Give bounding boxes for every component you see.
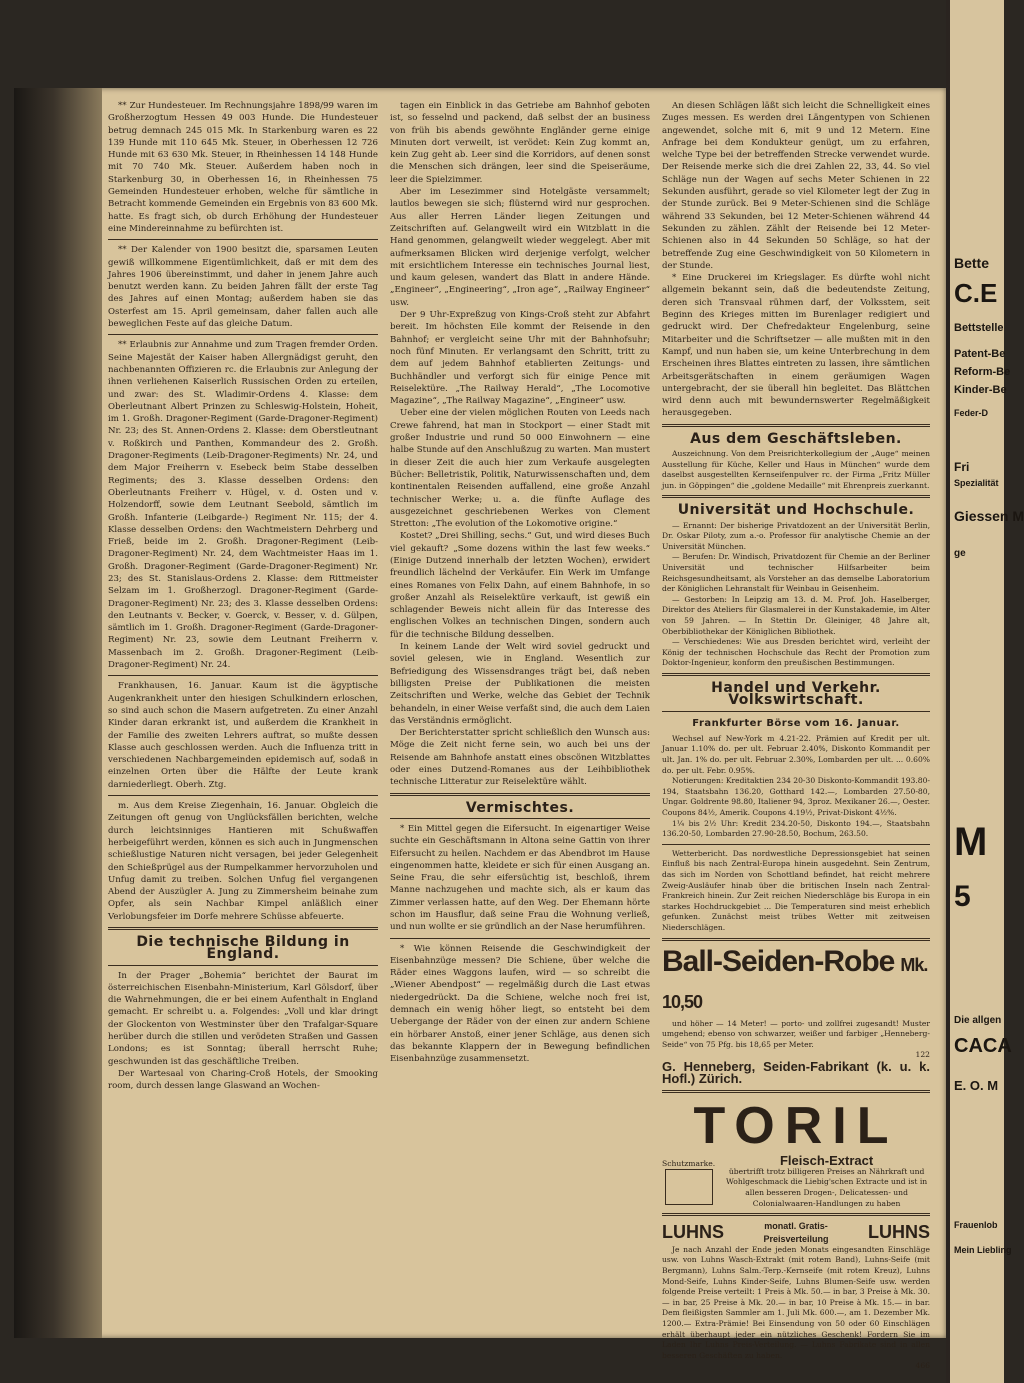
strip-text-4: Patent-Be	[954, 348, 1006, 360]
article-eifersucht: * Ein Mittel gegen die Eifersucht. In eigenartiger Weise suchte ein Geschäftsmann in Altona seine Gattin von ihrer Eifersucht zu heilen. Nachdem er das Abendbrot im Hause eingenommen hatte, kleidete er sich für einen Ausgang an. Seine Frau, die sehr eifersüchtig ist, beschloß, ihrem Manne nachzugehen und machte sich, als er kaum das Zimmer verlassen hatte, auf den Weg. Der Ehemann hörte schon im Hausflur, daß seine Frau die Wohnung verließ, und nun wollte er sie gründlich an der Nase herumführen.	[390, 823, 650, 933]
article-bildung-2: Der Wartesaal von Charing-Croß Hotels, der Smooking room, durch dessen lange Glaswand an Wochen-	[108, 1068, 378, 1092]
article-bildung-6: Ueber eine der vielen möglichen Routen von Leeds nach Crewe fahrend, hat man in Stockport — einer Stadt mit großer Industrie und rund 50 000 Einwohnern — eine halbe Stunde auf den Anschlußzug zu warten. Man mustert in dieser Zeit die auch hier zum Verkaufe ausgelegten Bücher: Belletristik, Politik, Naturwissenschaften und, dem kontinentalen Reisenden auffallend, eine große Anzahl technischer Werke; u. a. die fünfte Auflage des ausgezeichnet geschriebenen Werkes von Clement Stretton: „The evolution of the Lokomotive origine.“	[390, 408, 650, 530]
article-auszeichnung: Auszeichnung. Von dem Preisrichterkollegium der „Auge“ meinen Ausstellung für Küche, Keller und Haus in München“ wurde dem daselbst ausgestellten Kernseifenpulver rc. der Firma „Fritz Müller jun. in Göppingen“ die „goldene Medaille“ mit Ehrenpreis zuerkannt.	[662, 449, 930, 490]
article-bildung-5: Der 9 Uhr-Expreßzug von Kings-Croß steht zur Abfahrt bereit. Im höchsten Eile kommt der Reisende in den Bahnhof; er vergleicht seine Uhr mit der Bahnhofsuhr; noch fünf Minuten. Er verlangsamt den Schritt, tritt zu dem auf jedem Bahnhof etablierten Zeitungs- und Buchhändler und verforgt sich für einige Pence mit Reiselektüre. „The Railway Herald“, „The Locomotive Magazine“, „The Railway Magazine“, „Engineer“ usw.	[390, 310, 650, 407]
ad-luhns-right: LUHNS	[868, 1222, 930, 1243]
divider	[108, 239, 378, 240]
article-bildung-9: Der Berichterstatter spricht schließlich den Wunsch aus: Möge die Zeit nicht ferne sein, wo auch bei uns der Reisende am Bahnhofe anstatt eines obscönen Witzblattes oder eines Dutzend-Romanes aus der Leihbibliothek technische Litteratur zur Reiselektüre wählt.	[390, 728, 650, 788]
divider	[108, 965, 378, 966]
strip-text-7: Feder-D	[954, 408, 989, 418]
strip-text-2: C.E	[954, 278, 998, 308]
strip-text-13: 5	[954, 880, 971, 913]
ad-ball-number: 122	[915, 1050, 930, 1060]
article-bildung-4: Aber im Lesezimmer sind Hotelgäste versammelt; lautlos bewegen sie sich; flüsternd wird nur gesprochen. Aus aller Herren Länder liegen Zeitungen und Zeitschriften auf. Gelangweilt wird ein Witzblatt in die Hand genommen, gelangweilt wieder weggelegt. Aber mit aufmerksamen Blicken wird derjenige verfolgt, welcher mit ersichtlichem Interesse ein technisches Journal liest, und kaum gelesen, wandert das Blatt in andere Hände. „Engineer“, „Engineering“, „Iron age“, „Railway Engineer“ usw.	[390, 187, 650, 308]
binding-gutter	[14, 88, 102, 1338]
column-2	[390, 100, 650, 1066]
ox-trademark-icon	[665, 1169, 713, 1205]
ad-ball-firm: G. Henneberg, Seiden-Fabrikant (k. u. k. Hofl.) Zürich.	[662, 1058, 930, 1087]
ad-toril	[662, 1097, 930, 1210]
strip-text-16: E. O. M	[954, 1078, 999, 1093]
strip-text-9: Spezialität	[954, 478, 999, 488]
article-bildung-7: Kostet? „Drei Shilling, sechs.“ Gut, und wird dieses Buch viel gekauft? „Some dozens within the last few weeks.“ (Einige Dutzend innerhalb der letzten Wochen), erwidert freundlich lächelnd der Verkäufer. Ein Werk im Umfange eines Romanes von Felix Dahn, auf einem Bahnhofe, in so großer Anzahl als Reiselektüre verkauft, ist gewiß ein schlagender Beweis nicht allein für das Interesse des englischen Volkes an technischen Dingen, sondern auch für die technische Bildung desselben.	[390, 531, 650, 640]
heading-universitaet: Universität und Hochschule.	[677, 502, 915, 519]
heading-boerse: Frankfurter Börse vom 16. Januar.	[692, 717, 900, 729]
article-kalender: ** Der Kalender von 1900 besitzt die, sparsamen Leuten gewiß willkommene Eigentümlichkeit, daß er mit dem des Jahres 1906 übereinstimmt, und daher in jenem Jahre auch benutzt werden kann. Zu beiden Jahren fällt der erste Tag des Jahres auf einen Montag; außerdem haben sie das Osterfest am 15. April gemeinsam, daher fallen auch alle beweglichen Feste auf das gleiche Datum.	[108, 245, 378, 330]
ad-toril-text: übertrifft trotz billigeren Preises an Nährkraft und Wohlgeschmack die Liebig'schen Extracte und ist in allen besseren Drogen-, Delicatessen- und Colonialwaaren-Handlungen zu haben	[725, 1166, 928, 1208]
strip-text-3: Bettstelle	[954, 322, 1004, 334]
ad-ball-text: und höher — 14 Meter! — porto- und zollfrei zugesandt! Muster umgehend; ebenso von schwarzer, weißer und farbiger „Henneberg-Seide“ von 75 Pfg. bis 18,65 per Meter.	[662, 1018, 930, 1049]
article-gestorben: — Gestorben: In Leipzig am 13. d. M. Prof. Joh. Haselberger, Direktor des Ateliers für Glasmalerei in der Kunstakademie, im Alter von 59 Jahren. — In Stettin Dr. Gleiniger, 48 Jahre alt, Oberbibliothekar der Königlichen Bibliothek.	[662, 594, 930, 636]
ad-ball-price: Mk. 10,50	[662, 954, 928, 1012]
boerse-nachmittag: 1¼ bis 2½ Uhr: Kredit 234.20-50, Diskonto 194.—, Staatsbahn 136.20-50, Lombarden 27.90-28.50, Bochum, 263.50.	[662, 818, 930, 839]
strip-text-11: ge	[954, 548, 966, 559]
heading-vermischtes: Vermischtes.	[465, 799, 575, 816]
strip-text-15: CACA	[954, 1035, 1012, 1057]
ad-toril-mark-label: Schutzmarke.	[662, 1158, 716, 1168]
article-ziegenhain: m. Aus dem Kreise Ziegenhain, 16. Januar. Obgleich die Zeitungen oft genug von Unglücksfällen berichten, welche durch leichtsinniges Hantieren mit Schußwaffen herbeigeführt werden, können es sich auch in Jungmenschen schießlustige Naturen nicht versagen, bei jeder Gelegenheit den Schießprügel aus der Rumpelkammer hervorzuholen und Unfug damit zu treiben. Solchen Unfug fiel vergangenen Abend der Auszügler A. Jung zu Zimmersheim beinahe zum Opfer, als sein Nachbar Kimpel anläßlich einer Verlobungsfeier im Dorfe mehrere Schüsse abfeuerte.	[108, 801, 378, 922]
strip-text-18: Mein Liebling	[954, 1245, 1012, 1255]
strip-text-10: Giessen M	[954, 508, 1024, 524]
article-bildung-3: tagen ein Einblick in das Getriebe am Bahnhof geboten ist, so fesselnd und packend, daß selbst der an business von früh bis abends gewöhnte Engländer gerne einige Minuten dort verweilt, ist verödet: Kein Zug kommt an, kein Zug geht ab. Leer sind die Korridors, auf denen sonst die Menschen sich drängen, leer sind die Speiseräume, leer die Spielzimmer.	[390, 101, 650, 185]
heading-handel: Handel und Verkehr. Volkswirtschaft.	[711, 680, 881, 709]
heading-technische-bildung: Die technische Bildung in England.	[136, 934, 350, 963]
ad-luhns-number: 466	[915, 1361, 930, 1371]
strip-text-12: M	[954, 820, 988, 864]
article-hundesteuer: ** Zur Hundesteuer. Im Rechnungsjahre 1898/99 waren im Großherzogtum Hessen 49 003 Hunde. Die Hundesteuer betrug demnach 245 015 Mk. In Starkenburg waren es 22 139 Hunde mit 110 645 Mk. Steuer, in Oberhessen 12 726 Hunde mit 63 630 Mk. Steuer, in Rheinhessen 14 148 Hunde mit 70 740 Mk. Steuer. Außerdem haben noch in Starkenburg 30, in Oberhessen 16, in Rheinhessen 75 Gemeinden Hundesteuer erhoben, welche für sämtliche in Betracht kommende Gemeinden ein Ergebnis von 83 600 Mk. hatte. Es fragt sich, ob durch Erhöhung der Hundesteuer eine Mindereinnahme zu befürchten ist.	[108, 101, 378, 234]
article-bildung-8: In keinem Lande der Welt wird soviel gedruckt und soviel gelesen, wie in England. Wesentlich zur Befriedigung des Wissensdranges trägt bei, daß neben billigsten Preise der Publikationen die meisten Zeitschriften und Werke, welche das Gebiet der Technik behandeln, in einer Weise verfaßt sind, die auch dem Laien das Verständnis ermöglicht.	[390, 642, 650, 726]
divider	[390, 818, 650, 819]
wetterbericht: Wetterbericht. Das nordwestliche Depressionsgebiet hat seinen Einfluß bis nach Zentral-Europa hinein ausgedehnt. Sein Zentrum, das sich im Norden von Schottland befindet, hat reicht mehrere Zweig-Ausläufer hinab über die britischen Inseln nach Zentral-Frankreich hinein. Zur Zeit reichen Niederschläge bis Europa in ein starkes Hochdruckgebiet ... Die Temperaturen sind meist erheblich gefunken. Zunächst meist trübes Wetter mit zeitweisen Niederschlägen.	[662, 848, 930, 932]
ad-luhns-left: LUHNS	[662, 1222, 724, 1243]
heading-geschaeftsleben: Aus dem Geschäftsleben.	[690, 430, 902, 447]
article-druckerei: * Eine Druckerei im Kriegslager. Es dürfte wohl nicht allgemein bekannt sein, daß die bedeutendste Zeitung, deren sich Transvaal rühmen darf, der Volksstem, seit Beginn des Krieges mitten im Burenlager redigiert und gedruckt wird. Der Chefredakteur Engelenburg, seine Mitarbeiter und die Schriftsetzer — alle mußten mit in den Kampf, und nun haben sie, um keine Unterbrechung in dem Erscheinen ihres Blattes eintreten zu lassen, ihre sämtlichen Arbeitsgerätschaften in einem geräumigen Wagen untergebracht, der sie überall hin begleitet. Das Blättchen wird denn auch mit bewundernswerter Regelmäßigkeit herausgegeben.	[662, 273, 930, 419]
strip-text-6: Kinder-Be	[954, 384, 1007, 396]
ad-ball-title	[662, 945, 930, 1019]
strip-text-17: Frauenlob	[954, 1220, 998, 1230]
strip-text-1: Bette	[954, 255, 990, 271]
double-divider	[390, 793, 650, 796]
boerse-notierungen: Notierungen: Kreditaktien 234 20-30 Diskonto-Kommandit 193.80-194, Staatsbahn 136.20, Gotthard 142.—, Lombarden 27.50-80, Ungar. Goldrente 98.80, Italiener 94, 3proz. Mexikaner 26.—, Oester. Coupons 84½, Amerik. Coupons 4.19½, Privat-Diskont 4½%.	[662, 776, 930, 818]
divider	[108, 334, 378, 335]
divider	[662, 711, 930, 712]
article-verschiedenes: — Verschiedenes: Wie aus Dresden berichtet wird, verleiht der König der technischen Hochschule das Recht der Promotion zum Doktor-Ingenieur, konform den preußischen Bestimmungen.	[662, 637, 930, 668]
column-3	[662, 100, 930, 1372]
ad-luhns-mid: monatl. Gratis-Preisverteilung	[763, 1221, 829, 1244]
divider	[108, 675, 378, 676]
article-ernannt: — Ernannt: Der bisherige Privatdozent an der Universität Berlin, Dr. Oskar Piloty, zum a.-o. Professor für analytische Chemie an der Universität München.	[662, 520, 930, 551]
article-bildung-1: In der Prager „Bohemia“ berichtet der Baurat im österreichischen Eisenbahn-Ministerium, Karl Gölsdorf, über die Wahrnehmungen, die er bei einem Aufenthalt in England gemacht. Er schreibt u. a. Folgendes: „Voll und klar dringt der Glockenton von Westminster über den Trafalgar-Square herüber durch die stillen und verödeten Straßen und Gassen Londons; es ist Sonntag; überall herrscht Ruhe; geschwunden ist das geschäftliche Treiben.	[108, 970, 378, 1067]
article-geschwindigkeit-cont: An diesen Schlägen läßt sich leicht die Schnelligkeit eines Zuges messen. Es werden drei Längentypen von Schienen angewendet, solche mit 6, mit 9 und 12 Metern. Eine Anfrage bei dem Kondukteur genügt, um zu erfahren, welche Type bei der betreffenden Strecke verwendet wurde. Der Reisende merke sich die drei Zahlen 22, 33, 44. So viel Schläge nun der Wagen auf sechs Meter Schienen in 22 Sekunden ausführt, gerade so viel Kilometer legt der Zug in der Stunde zurück. Bei 9 Meter-Schienen sind die Schläge während 33 Sekunden, bei 12 Meter-Schienen während 44 Sekunden zu zählen. Zählt der Reisende bei 12 Meter-Schienen also in 44 Sekunden 50 Schläge, so hat der betreffende Zug eine Geschwindigkeit von 50 Kilometern in der Stunde.	[662, 101, 930, 271]
strip-text-14: Die allgen	[954, 1015, 1002, 1026]
boerse-praemien: Wechsel auf New-York m 4.21-22. Prämien auf Kredit per ult. Januar 1.10% do. per ult. Februar 2.40%, Diskonto Kommandit per ult. Jan. 1% do. per ult. Februar 2.30%, Lombarden per ult. ... 0.60% do. per ult. Febr. 0.95%.	[662, 733, 930, 775]
ad-luhns	[662, 1220, 930, 1372]
double-divider	[662, 938, 930, 941]
ad-henneberg	[662, 945, 930, 1086]
ad-ball-name: Ball-Seiden-Robe	[662, 944, 895, 978]
ad-toril-title: TORIL	[693, 1096, 899, 1155]
article-geschwindigkeit: * Wie können Reisende die Geschwindigkeit der Eisenbahnzüge messen? Die Schiene, über welche die Räder eines Waggons laufen, wird — so schreibt die „Wiener Abendpost“ — regelmäßig durch die Last etwas niedergedrückt. Da die Schiene, welche noch frei ist, demnach ein wenig höher liegt, so entsteht bei dem Uebergange der Räder von der einen zur andern Schiene ein hörbarer Anstoß, einer jener Schläge, aus denen sich das bekannte Klappern der in Bewegung befindlichen Eisenbahnzüge zusammensetzt.	[390, 943, 650, 1065]
article-orden: ** Erlaubnis zur Annahme und zum Tragen fremder Orden. Seine Majestät der Kaiser haben Allergnädigst geruht, den nachbenannten Offizieren rc. die Erlaubnis zur Anlegung der ihnen verliehenen Kaiserlich Russischen Orden zu erteilen, und zwar: des St. Wladimir-Ordens 4. Klasse: dem Oberleutnant Albert Prinzen zu Schleswig-Holstein, Hoheit, im 1. Großh. Dragoner-Regiment (Garde-Dragoner-Regiment) Nr. 23; des St. Annen-Ordens 2. Klasse: dem Oberstleutnant v. Roßkirch und Panthen, Kommandeur des 2. Großh. Dragoner-Regiments (Leib-Dragoner-Regiments) Nr. 24, und dem Major Freiherrn v. Esebeck beim Stabe desselben Regiments; des 3. Klasse desselben Ordens: den Oberleutnants Freiherr v. Hügel, v. d. Osten und v. Holzendorff, sowie dem Leutnant Seebold, sämtlich im Großh. Infanterie (Leibgarde-) Regiment Nr. 115; der 4. Klasse desselben Ordens: den Wachtmeistern Dehrberg und Frieß, beide im 2. Großh. Dragoner-Regiment (Leib-Dragoner-Regiment) Nr. 24, dem Wachtmeister Haas im 1. Großh. Dragoner-Regiment (Garde-Dragoner-Regiment) Nr. 23; des St. Stanislaus-Ordens 2. Klasse: dem Rittmeister Selzam im 1. Großherzogl. Dragoner-Regiment (Garde-Dragoner-Regiment) Nr. 23; des 3. Klasse desselben Ordens: den Leutnants v. Becker, v. Goerck, v. Besser, v. d. Gülpen, sämtlich im 1. Großh. Dragoner-Regiment (Garde-Dragoner-Regiment) Nr. 23, sowie dem Leutnant Freiherrn v. Massenbach im 2. Großh. Dragoner-Regiment (Leib-Dragoner-Regiment) Nr. 24.	[108, 340, 378, 671]
divider	[390, 938, 650, 939]
article-frankhausen: Frankhausen, 16. Januar. Kaum ist die ägyptische Augenkrankheit unter den hiesigen Schulkindern erloschen, so sind auch schon die Masern aufgetreten. Zu einer Anzahl Kinder daran erkrankt ist, und außerdem die Krankheit in der Familie des zweiten Lehrers auftrat, so mußte dessen Klasse auch geschlossen werden. Auch die Influenza tritt in verschiedenen Nachbargemeinden epidemisch auf, sodaß in einzelnen Orten über die Hälfte der Leute krank darniederliegt. Oberh. Ztg.	[108, 681, 378, 790]
double-divider	[662, 495, 930, 498]
divider	[662, 844, 930, 845]
double-divider	[662, 424, 930, 427]
ad-luhns-text: Je nach Anzahl der Ende jeden Monats eingesandten Einschläge usw. von Luhns Wasch-Extrakt (mit rotem Band), Luhns-Seife (mit Bergmann), Luhns Salm.-Terp.-Kernseife (mit rotem Kreuz), Luhns Mond-Seife, Luhns Kinder-Seife, Luhns Blumen-Seife usw. werden folgende Preise verteilt: 1 Preis à Mk. 50.— in bar, 3 Preise à Mk. 30.— in bar, 25 Preise à Mk. 20.— in bar, 10 Preise à Mk. 15.— in bar. Dem fleißigsten Sammler am 1. Juli Mk. 600.—, am 1. Dezember Mk. 1200.— Extra-Prämie! Bei Einsendung von 50 oder 60 Einschlägen erhält überhaupt jeder ein nützliches Geschenk! Fordern Sie im Laden Ihr Luhns Preis-Verteilung. — Luhns Fabrikate sind in allen besseren Geschäften zu haben.	[662, 1244, 930, 1360]
double-divider	[662, 673, 930, 676]
adjacent-page-strip	[946, 0, 1024, 1383]
double-divider	[108, 927, 378, 930]
double-divider	[662, 1090, 930, 1093]
double-divider	[662, 1213, 930, 1216]
divider	[108, 795, 378, 796]
ad-toril-sub: Fleisch-Extract	[779, 1152, 874, 1168]
column-1	[108, 100, 378, 1093]
strip-text-5: Reform-Be	[954, 366, 1011, 378]
article-berufen: — Berufen: Dr. Windisch, Privatdozent für Chemie an der Berliner Universität und technischer Hilfsarbeiter beim Reichsgesundheitsamt, als Vorsteher an das demselbe Laboratorium der Königlichen Lehranstalt für Weinbau in Geisenheim.	[662, 552, 930, 594]
strip-text-8: Fri	[954, 460, 970, 474]
